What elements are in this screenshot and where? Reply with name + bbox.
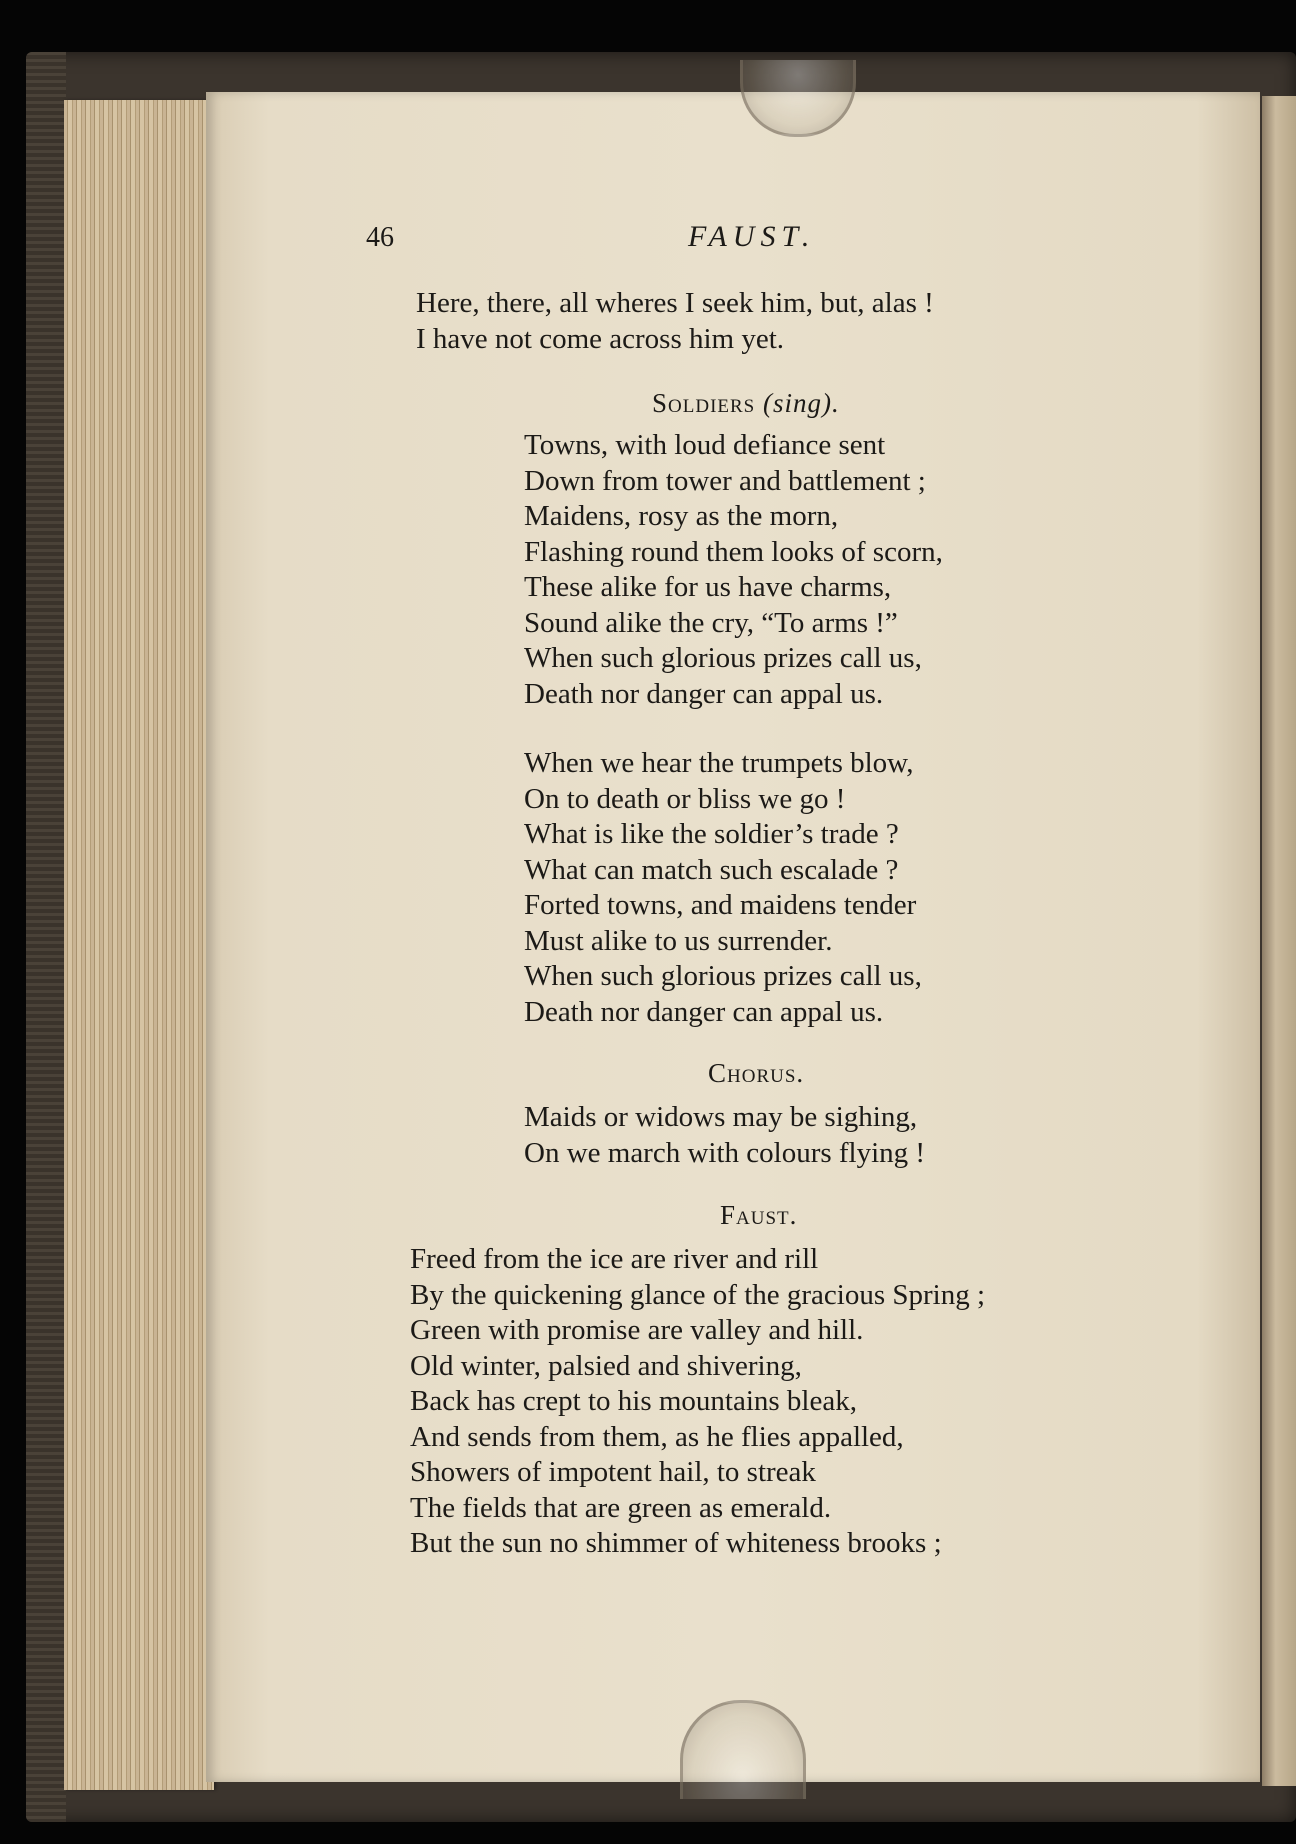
verse-line: Back has crept to his mountains bleak, xyxy=(410,1385,857,1417)
chorus-heading-text: Chorus. xyxy=(708,1058,805,1088)
verse-line: When such glorious prizes call us, xyxy=(524,642,922,674)
faust-heading-text: Faust. xyxy=(720,1200,798,1230)
verse-line: These alike for us have charms, xyxy=(524,571,892,603)
verse-line: Towns, with loud defiance sent xyxy=(524,429,886,461)
verse-line: I have not come across him yet. xyxy=(416,322,785,355)
soldiers-stanza-1 xyxy=(524,428,943,712)
verse-line: Must alike to us surrender. xyxy=(524,924,833,957)
verse-line: Death nor danger can appal us. xyxy=(524,995,884,1028)
soldiers-heading-direction: (sing). xyxy=(763,388,840,418)
verse-line: Maidens, rosy as the morn, xyxy=(524,500,839,532)
verse-line: Maids or widows may be sighing, xyxy=(524,1101,918,1133)
facing-page-edge xyxy=(1262,96,1296,1786)
chorus-heading xyxy=(708,1058,804,1089)
faust-lines xyxy=(410,1242,985,1562)
verse-line: Showers of impotent hail, to streak xyxy=(410,1456,816,1488)
verse-line: Sound alike the cry, “To arms !” xyxy=(524,606,898,639)
soldiers-heading xyxy=(652,388,840,419)
verse-line: Freed from the ice are river and rill xyxy=(410,1243,819,1275)
verse-line: Forted towns, and maidens tender xyxy=(524,889,917,921)
verse-line: Old winter, palsied and shivering, xyxy=(410,1349,802,1382)
verse-line: Here, there, all wheres I seek him, but, alas ! xyxy=(416,287,934,319)
verse-line: And sends from them, as he flies appalled, xyxy=(410,1420,904,1453)
verse-line: On we march with colours flying ! xyxy=(524,1136,926,1169)
soldiers-stanza-2 xyxy=(524,746,922,1030)
opening-lines xyxy=(416,286,934,357)
verse-line: What can match such escalade ? xyxy=(524,853,899,886)
verse-line: Death nor danger can appal us. xyxy=(524,677,884,710)
verse-line: The fields that are green as emerald. xyxy=(410,1491,832,1524)
page-stack-edges xyxy=(64,100,214,1790)
verse-line: On to death or bliss we go ! xyxy=(524,782,846,815)
verse-line: Green with promise are valley and hill. xyxy=(410,1314,864,1346)
soldiers-heading-name: Soldiers xyxy=(652,388,756,418)
verse-line: What is like the soldier’s trade ? xyxy=(524,818,899,850)
running-head: FAUST. xyxy=(688,220,816,253)
verse-line: But the sun no shimmer of whiteness brooks ; xyxy=(410,1527,942,1559)
faust-heading xyxy=(720,1200,797,1231)
verse-line: When we hear the trumpets blow, xyxy=(524,747,914,779)
verse-line: When such glorious prizes call us, xyxy=(524,960,922,992)
page-number: 46 xyxy=(366,222,394,253)
verse-line: Flashing round them looks of scorn, xyxy=(524,535,943,568)
chorus-lines xyxy=(524,1100,925,1171)
verse-line: By the quickening glance of the gracious Spring ; xyxy=(410,1278,986,1311)
verse-line: Down from tower and battlement ; xyxy=(524,464,926,497)
cover-spine-edge xyxy=(26,52,66,1822)
